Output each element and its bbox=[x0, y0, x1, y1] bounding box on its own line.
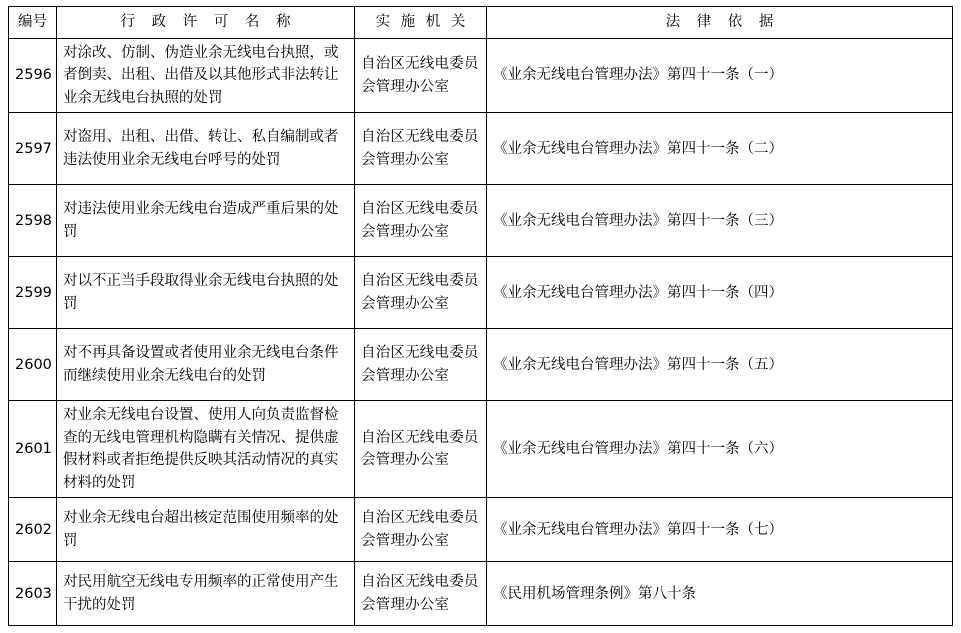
cell-law: 《业余无线电台管理办法》第四十一条（一） bbox=[487, 39, 953, 113]
cell-code: 2599 bbox=[9, 257, 57, 329]
cell-name: 对业余无线电台超出核定范围使用频率的处罚 bbox=[57, 498, 355, 562]
cell-code: 2602 bbox=[9, 498, 57, 562]
cell-law: 《业余无线电台管理办法》第四十一条（六） bbox=[487, 401, 953, 498]
cell-name: 对业余无线电台设置、使用人向负责监督检查的无线电管理机构隐瞒有关情况、提供虚假材料或者拒绝提供反映其活动情况的真实材料的处罚 bbox=[57, 401, 355, 498]
cell-org: 自治区无线电委员会管理办公室 bbox=[355, 562, 487, 626]
column-header-law: 法 律 依 据 bbox=[487, 7, 953, 39]
cell-law: 《业余无线电台管理办法》第四十一条（三） bbox=[487, 185, 953, 257]
cell-name: 对以不正当手段取得业余无线电台执照的处罚 bbox=[57, 257, 355, 329]
table-row bbox=[9, 185, 953, 257]
cell-org: 自治区无线电委员会管理办公室 bbox=[355, 113, 487, 185]
cell-law: 《业余无线电台管理办法》第四十一条（四） bbox=[487, 257, 953, 329]
administrative-permit-table bbox=[8, 6, 953, 626]
table-row bbox=[9, 401, 953, 498]
table-body bbox=[9, 39, 953, 626]
cell-org: 自治区无线电委员会管理办公室 bbox=[355, 257, 487, 329]
cell-name: 对盗用、出租、出借、转让、私自编制或者违法使用业余无线电台呼号的处罚 bbox=[57, 113, 355, 185]
table-row bbox=[9, 39, 953, 113]
table-row bbox=[9, 113, 953, 185]
table-row bbox=[9, 329, 953, 401]
table-row bbox=[9, 257, 953, 329]
cell-code: 2598 bbox=[9, 185, 57, 257]
column-header-code: 编号 bbox=[9, 7, 57, 39]
cell-name: 对涂改、仿制、伪造业余无线电台执照，或者倒卖、出租、出借及以其他形式非法转让业余无线电台执照的处罚 bbox=[57, 39, 355, 113]
cell-org: 自治区无线电委员会管理办公室 bbox=[355, 39, 487, 113]
cell-law: 《业余无线电台管理办法》第四十一条（七） bbox=[487, 498, 953, 562]
column-header-org: 实 施 机 关 bbox=[355, 7, 487, 39]
column-header-name: 行 政 许 可 名 称 bbox=[57, 7, 355, 39]
table-header-row bbox=[9, 7, 953, 39]
table-row bbox=[9, 562, 953, 626]
cell-code: 2596 bbox=[9, 39, 57, 113]
table-row bbox=[9, 498, 953, 562]
cell-org: 自治区无线电委员会管理办公室 bbox=[355, 498, 487, 562]
cell-code: 2603 bbox=[9, 562, 57, 626]
cell-org: 自治区无线电委员会管理办公室 bbox=[355, 401, 487, 498]
document-page bbox=[0, 6, 961, 633]
cell-code: 2601 bbox=[9, 401, 57, 498]
cell-name: 对不再具备设置或者使用业余无线电台条件而继续使用业余无线电台的处罚 bbox=[57, 329, 355, 401]
cell-code: 2600 bbox=[9, 329, 57, 401]
cell-name: 对违法使用业余无线电台造成严重后果的处罚 bbox=[57, 185, 355, 257]
cell-org: 自治区无线电委员会管理办公室 bbox=[355, 185, 487, 257]
cell-law: 《民用机场管理条例》第八十条 bbox=[487, 562, 953, 626]
cell-law: 《业余无线电台管理办法》第四十一条（二） bbox=[487, 113, 953, 185]
cell-law: 《业余无线电台管理办法》第四十一条（五） bbox=[487, 329, 953, 401]
cell-org: 自治区无线电委员会管理办公室 bbox=[355, 329, 487, 401]
cell-name: 对民用航空无线电专用频率的正常使用产生干扰的处罚 bbox=[57, 562, 355, 626]
cell-code: 2597 bbox=[9, 113, 57, 185]
table-header bbox=[9, 7, 953, 39]
